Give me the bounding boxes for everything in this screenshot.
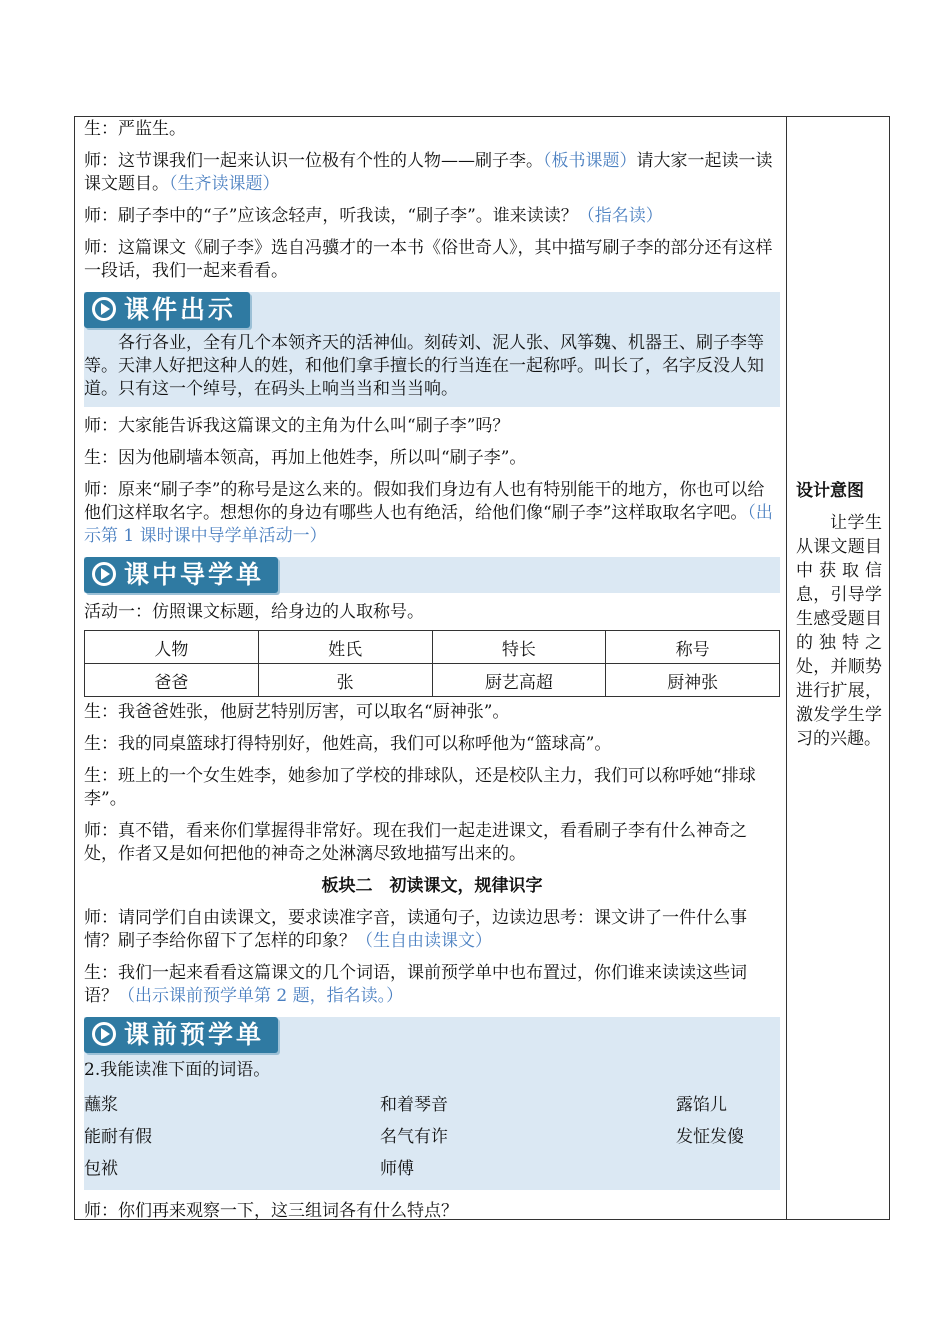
design-intent-title: 设计意图 [796, 481, 864, 501]
table-cell: 张 [258, 664, 432, 697]
guide-sheet-panel [84, 557, 780, 593]
section-heading: 板块二 初读课文，规律识字 [321, 876, 543, 896]
word-grid [84, 1082, 780, 1188]
play-circle-icon [92, 562, 116, 586]
stage-note: （出示第 1 课时课中导学单活动一） [84, 503, 773, 546]
line-13 [84, 962, 780, 1008]
stage-note: （指名读） [577, 206, 663, 226]
line-4: 师：这篇课文《刷子李》选自冯骥才的一本书《俗世奇人》，其中描写刷子李的部分还有这样一段话，我们一起来看看。 [84, 238, 773, 281]
play-circle-icon [92, 1022, 116, 1046]
line-11: 师：真不错，看来你们掌握得非常好。现在我们一起走进课文，看看刷子李有什么神奇之处，作者又是如何把他的神奇之处淋漓尽致地描写出来的。 [84, 821, 747, 864]
table-header-row [85, 631, 780, 664]
word-item: 能耐有假 [84, 1127, 152, 1147]
word-item: 包袱 [84, 1159, 118, 1179]
stage-note: （生齐读课题） [169, 174, 280, 194]
courseware-banner [84, 292, 250, 328]
word-item: 蘸浆 [84, 1095, 118, 1115]
table-header-cell: 姓氏 [258, 631, 432, 664]
word-item: 师傅 [380, 1159, 414, 1179]
preview-sheet-banner [84, 1017, 278, 1053]
question-2: 2.我能读准下面的词语。 [84, 1060, 271, 1080]
table-row [85, 664, 780, 697]
excerpt-text: 各行各业，全有几个本领齐天的活神仙。刻砖刘、泥人张、风筝魏、机器王、刷子李等等。天津人好把这种人的姓，和他们拿手擅长的行当连在一起称呼。叫长了，名字反没人知道。只有这一个绰号，在码头上响当当和当当响。 [84, 333, 764, 399]
word-item: 和着琴音 [380, 1095, 448, 1115]
table-header-cell: 特长 [432, 631, 606, 664]
line-8: 生：我爸爸姓张，他厨艺特别厉害，可以取名“厨神张”。 [84, 702, 510, 722]
line-3-text: 师：刷子李中的“子”应该念轻声，听我读，“刷子李”。谁来读读？ [84, 206, 578, 226]
table-cell: 爸爸 [85, 664, 259, 697]
courseware-panel [84, 292, 780, 407]
preview-sheet-panel [84, 1017, 780, 1190]
line-14: 师：你们再来观察一下，这三组词各有什么特点？ [84, 1201, 458, 1221]
line-7-text: 师：原来“刷子李”的称号是这么来的。假如我们身边有人也有特别能干的地方，你也可以给他们这样取名字。想想你的身边有哪些人也有绝活，给他们像“刷子李”这样取取名字吧。 [84, 480, 765, 523]
table-cell: 厨艺高超 [432, 664, 606, 697]
line-2 [84, 150, 780, 196]
main-column [84, 118, 780, 1232]
line-13-text: 生：我们一起来看看这篇课文的几个词语，课前预学单中也布置过，你们谁来读读这些词语？ [84, 963, 747, 1006]
table-cell: 厨神张 [606, 664, 780, 697]
stage-note: （出示课前预学单第 2 题，指名读。） [118, 986, 404, 1006]
nickname-table [84, 630, 780, 697]
table-header-cell: 称号 [606, 631, 780, 664]
design-intent-body: 让学生从课文题目中获取信息，引导学生感受题目的独特之处，并顺势进行扩展，激发学生学习的兴趣。 [796, 513, 882, 749]
activity-prompt: 活动一：仿照课文标题，给身边的人取称号。 [84, 602, 424, 622]
line-12 [84, 907, 780, 953]
stage-note: （板书课题） [543, 151, 637, 171]
line-2-text: 师：这节课我们一起来认识一位极有个性的人物——刷子李。 [84, 151, 543, 171]
line-10: 生：班上的一个女生姓李，她参加了学校的排球队，还是校队主力，我们可以称呼她“排球李”。 [84, 766, 756, 809]
line-12-text: 师：请同学们自由读课文，要求读准字音，读通句子，边读边思考：课文讲了一件什么事情？刷子李给你留下了怎样的印象？ [84, 908, 747, 951]
guide-sheet-banner [84, 557, 278, 593]
play-circle-icon [92, 297, 116, 321]
line-6: 生：因为他刷墙本领高，再加上他姓李，所以叫“刷子李”。 [84, 448, 527, 468]
banner-label: 课前预学单 [124, 1020, 265, 1049]
banner-label: 课中导学单 [124, 560, 265, 589]
design-intent-column [796, 476, 882, 751]
line-3 [84, 205, 780, 228]
column-divider [786, 116, 787, 1220]
line-1: 生：严监生。 [84, 119, 186, 139]
line-7 [84, 479, 780, 548]
line-9: 生：我的同桌篮球打得特别好，他姓高，我们可以称呼他为“篮球高”。 [84, 734, 612, 754]
word-item: 名气有诈 [380, 1127, 448, 1147]
word-item: 发怔发傻 [676, 1127, 744, 1147]
banner-label: 课件出示 [124, 295, 237, 324]
line-2-text-2: 请大家一起读一读课文题目。 [84, 151, 773, 194]
word-item: 露馅儿 [676, 1095, 727, 1115]
line-5: 师：大家能告诉我这篇课文的主角为什么叫“刷子李”吗？ [84, 416, 510, 436]
stage-note: （生自由读课文） [356, 931, 492, 951]
table-header-cell: 人物 [85, 631, 259, 664]
